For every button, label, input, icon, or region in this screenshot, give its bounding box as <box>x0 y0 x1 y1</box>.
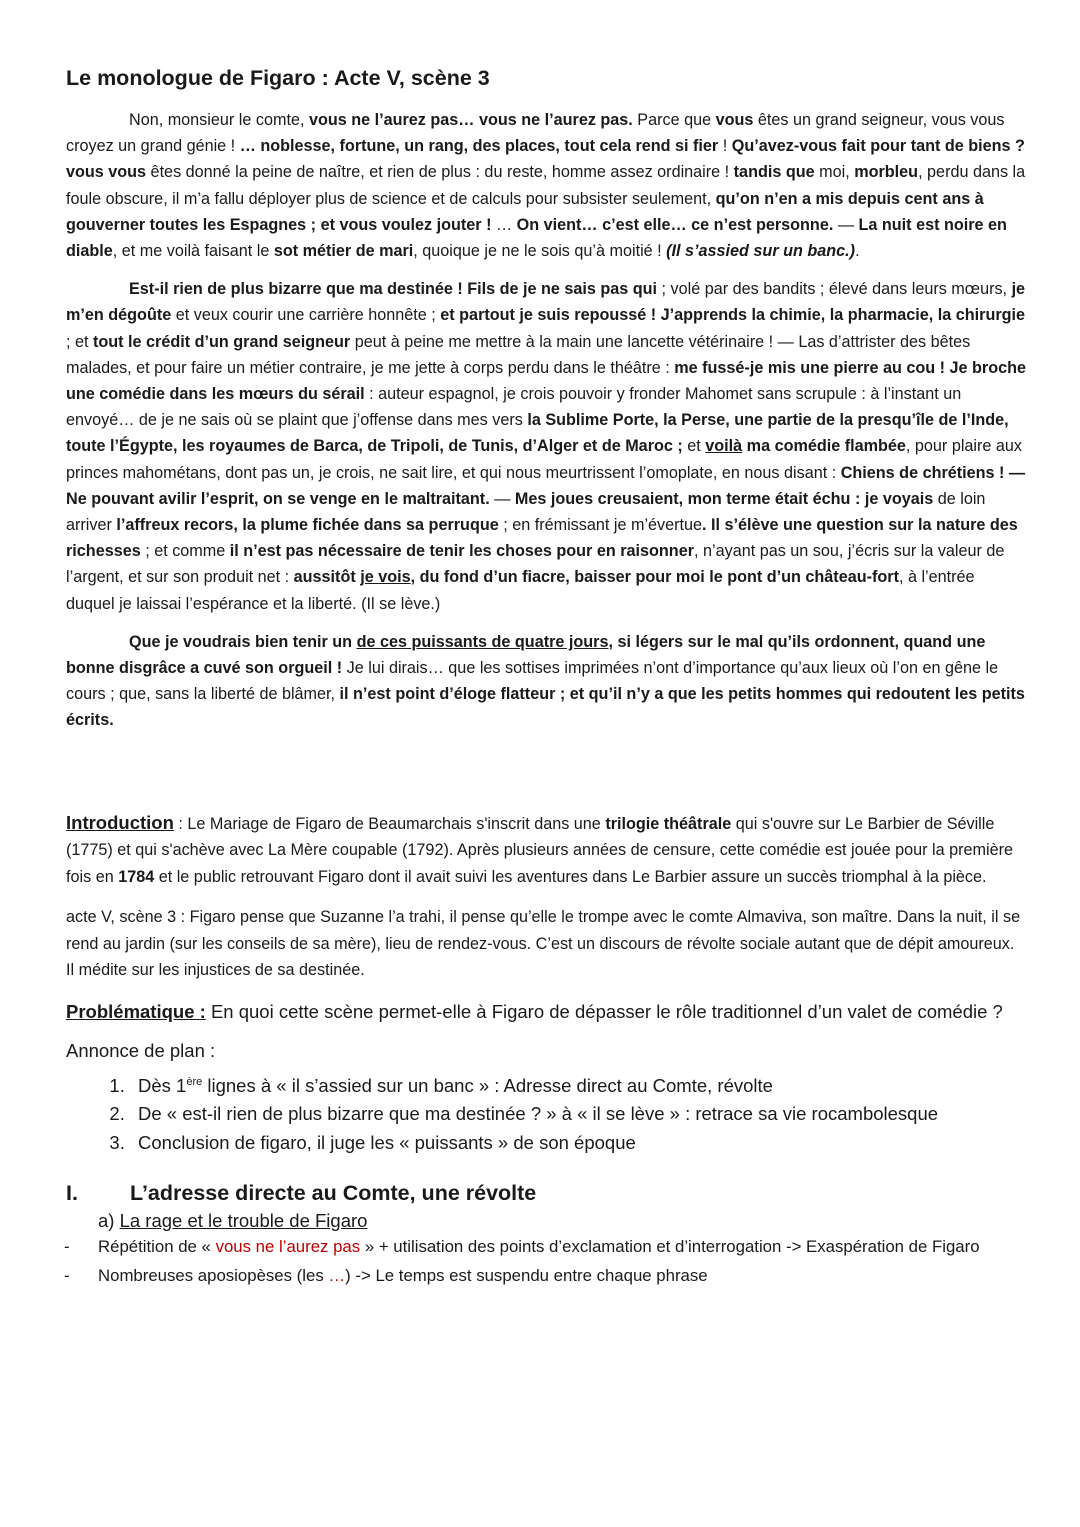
text-run: , du fond d’un fiacre, baisser pour moi le pont d’un château-fort <box>410 568 899 587</box>
text-run: , à l’entrée duquel je laissai l’espérance et la liberté. (Il se lève.) <box>66 568 975 613</box>
text-run: je m’en dégoûte <box>66 280 1026 325</box>
bullet-list <box>66 1234 1026 1289</box>
text-run: Le Mariage de Figaro de Beaumarchais s'inscrit dans une <box>187 814 606 833</box>
document-title: Le monologue de Figaro : Acte V, scène 3 <box>66 66 490 90</box>
text-run: , pour plaire aux princes mahométans, dont pas un, je crois, ne sait lire, et qui nous meurtrissent l’omoplate, en nous disant : <box>66 437 1023 482</box>
text-run: moi, <box>814 163 855 182</box>
subsection-heading <box>98 1210 1026 1232</box>
text-run: et <box>682 437 706 456</box>
text-run: — <box>489 489 515 508</box>
introduction-paragraph <box>66 810 1026 891</box>
text-run: , quoique je ne le sois qu’à moitié ! <box>413 242 667 261</box>
text-run: Conclusion de figaro, il juge les « puissants » de son époque <box>138 1131 636 1153</box>
subsection-title: La rage et le trouble de Figaro <box>119 1210 368 1232</box>
monologue-paragraph-1 <box>66 107 1026 264</box>
text-run: je vois <box>360 568 411 587</box>
text-run: de ces puissants de quatre jours <box>356 632 609 651</box>
text-run: tandis que <box>733 163 815 182</box>
text-run: de loin arriver <box>66 489 986 535</box>
text-run: Chiens de chrétiens ! — Ne pouvant avilir l’esprit, on se venge en le maltraitant. <box>66 463 1026 508</box>
text-run: . Il s’élève une question sur la nature des richesses <box>66 516 1018 561</box>
text-run: la Sublime Porte, la Perse, une partie de la presqu’île de l’Inde, toute l’Égypte, les royaumes de Barca, de Tripoli, de Tunis, d’Alger et de Maroc ; <box>66 411 1009 456</box>
text-run: Est-il rien de plus bizarre que ma destinée ! Fils de je ne sais pas qui <box>129 280 658 299</box>
text-run: , si légers sur le mal qu’ils ordonnent, quand une bonne disgrâce a cuvé son orgueil ! <box>66 632 986 678</box>
text-run: Je lui dirais… que les sottises imprimées n’ont d’importance qu’aux lieux où l’on en gêne le cours ; que, sans la liberté de blâmer, <box>66 659 999 704</box>
text-run: ; en frémissant je m’évertue <box>498 516 703 535</box>
text-run: et veux courir une carrière honnête ; <box>171 306 441 325</box>
text-run: et le public retrouvant Figaro dont il avait suivi les aventures dans Le Barbier assure un succès triomphal à la pièce. <box>154 867 987 886</box>
problematique-text: En quoi cette scène permet-elle à Figaro de dépasser le rôle traditionnel d’un valet de comédie ? <box>205 1000 1003 1022</box>
text-run: vous ne l’aurez pas… vous ne l’aurez pas. <box>308 111 633 129</box>
text-run: … <box>491 215 517 234</box>
text-run: sot métier de mari <box>273 242 414 261</box>
text-run: La nuit est noire en diable <box>66 215 1007 261</box>
text-run: êtes un grand seigneur, vous vous croyez un grand génie ! <box>66 111 1005 156</box>
text-run: Mes joues creusaient, mon terme était échu : je voyais <box>514 489 934 508</box>
text-run: tout le crédit d’un grand seigneur <box>93 332 351 351</box>
text-run: , n’ayant pas un sou, j’écris sur la valeur de l’argent, et sur son produit net : <box>66 542 1005 587</box>
text-run: , perdu dans la foule obscure, il m’a fallu déployer plus de science et de calculs pour subsister seulement, <box>66 163 1026 208</box>
subsection-letter: a) <box>98 1210 115 1232</box>
text-run: De « est-il rien de plus bizarre que ma destinée ? » à « il se lève » : retrace sa vie rocambolesque <box>138 1103 939 1125</box>
text-run: ; et <box>66 332 93 351</box>
text-run: êtes donné la peine de naître, et rien de plus : du reste, homme assez ordinaire ! <box>146 163 734 182</box>
plan-item-2 <box>130 1100 1026 1129</box>
plan-heading: Annonce de plan : <box>66 1039 216 1061</box>
text-run: … noblesse, fortune, un rang, des places, tout cela rend si fier <box>239 137 719 156</box>
text-run: … <box>328 1265 346 1285</box>
text-run: ; volé par des bandits ; élevé dans leurs mœurs, <box>657 280 1012 299</box>
text-run: Nombreuses aposiopèses (les <box>98 1265 329 1285</box>
text-run: Dès 1 <box>138 1074 187 1096</box>
text-run: il n’est point d’éloge flatteur ; et qu’il n’y a que les petits hommes qui redoutent les petits écrits. <box>66 685 1025 730</box>
bullet-item-2 <box>66 1263 1026 1290</box>
text-run: ère <box>186 1075 203 1088</box>
spacer <box>66 746 1026 810</box>
introduction-text <box>66 815 1013 886</box>
document-page <box>66 66 1026 1291</box>
introduction-label: Introduction <box>66 811 174 833</box>
text-run: Parce que <box>632 111 716 129</box>
context-paragraph: acte V, scène 3 : Figaro pense que Suzanne l’a trahi, il pense qu’elle le trompe avec le comte Almaviva, son maître. Dans la nuit, il se rend au jardin (sur les conseils de sa mère), lieu de rendez-vous. C’est un discours de révolte sociale autant que de dépit amoureux. Il médite sur les injustices de sa destinée. <box>66 908 1021 980</box>
text-run: voilà <box>705 437 743 456</box>
text-run: , et me voilà faisant le <box>112 242 274 261</box>
text-run: » + utilisation des points d’exclamation et d’interrogation -> Exaspération de Figaro <box>360 1237 980 1257</box>
text-run: vous <box>715 111 754 129</box>
text-run: me fussé-je mis une pierre au cou ! Je broche une comédie dans les mœurs du sérail <box>66 358 1026 404</box>
text-run: lignes à « il s’assied sur un banc » : Adresse direct au Comte, révolte <box>202 1074 773 1096</box>
text-run: vous ne l’aurez pas <box>215 1237 361 1257</box>
problematique-paragraph <box>66 998 1026 1026</box>
text-run: Que je voudrais bien tenir un <box>129 632 357 651</box>
text-run: Non, monsieur le comte, <box>129 111 309 129</box>
text-run: aussitôt <box>293 568 361 587</box>
bullet-item-1 <box>66 1234 1026 1261</box>
text-run: ma comédie flambée <box>742 437 906 456</box>
text-run: . <box>855 242 860 261</box>
text-run: Répétition de « <box>98 1237 216 1257</box>
text-run: peut à peine me mettre à la main une lancette vétérinaire ! — Las d’attrister des bêtes malades, et pour faire un métier contraire, je me jette à corps perdu dans le théâtre : <box>66 332 971 377</box>
text-run: trilogie théâtrale <box>605 814 732 833</box>
text-run: ) -> Le temps est suspendu entre chaque phrase <box>345 1265 708 1285</box>
plan-item-3 <box>130 1129 1026 1158</box>
text-run: — <box>833 215 859 234</box>
text-run: ; et comme <box>140 542 230 561</box>
text-run: (Il s’assied sur un banc.) <box>666 242 856 261</box>
text-run: il n’est pas nécessaire de tenir les choses pour en raisonner <box>229 542 694 561</box>
text-run: qui s'ouvre sur Le Barbier de Séville (1775) et qui s'achève avec La Mère coupable (1792). Après plusieurs années de censure, cette comédie est jouée pour la première fois en <box>66 814 1014 886</box>
text-run: On vient… c’est elle… ce n’est personne. <box>516 215 834 234</box>
monologue-paragraph-2 <box>66 276 1026 617</box>
text-run: Qu’avez-vous fait pour tant de biens ? vous vous <box>66 137 1025 182</box>
section-heading <box>66 1181 1026 1206</box>
plan-item-1 <box>130 1072 1026 1101</box>
monologue-paragraph-3 <box>66 629 1026 734</box>
text-run: et partout je suis repoussé ! J’apprends la chimie, la pharmacie, la chirurgie <box>440 306 1026 325</box>
introduction-colon: : <box>173 814 188 833</box>
text-run: 1784 <box>118 867 155 886</box>
section-title: L’adresse directe au Comte, une révolte <box>130 1181 537 1206</box>
problematique-label: Problématique : <box>66 1000 206 1022</box>
plan-list <box>66 1072 1026 1158</box>
section-number: I. <box>66 1181 78 1206</box>
text-run: l’affreux recors, la plume fichée dans sa perruque <box>116 516 499 535</box>
text-run: ! <box>718 137 732 156</box>
text-run: qu’on n’en a mis depuis cent ans à gouverner toutes les Espagnes ; et vous voulez jouter ! <box>66 189 984 234</box>
text-run: morbleu <box>854 163 919 182</box>
text-run: : auteur espagnol, je crois pouvoir y fronder Mahomet sans scrupule : à l’instant un envoyé… de je ne sais où se plaint que j’offense dans mes vers <box>66 385 962 430</box>
